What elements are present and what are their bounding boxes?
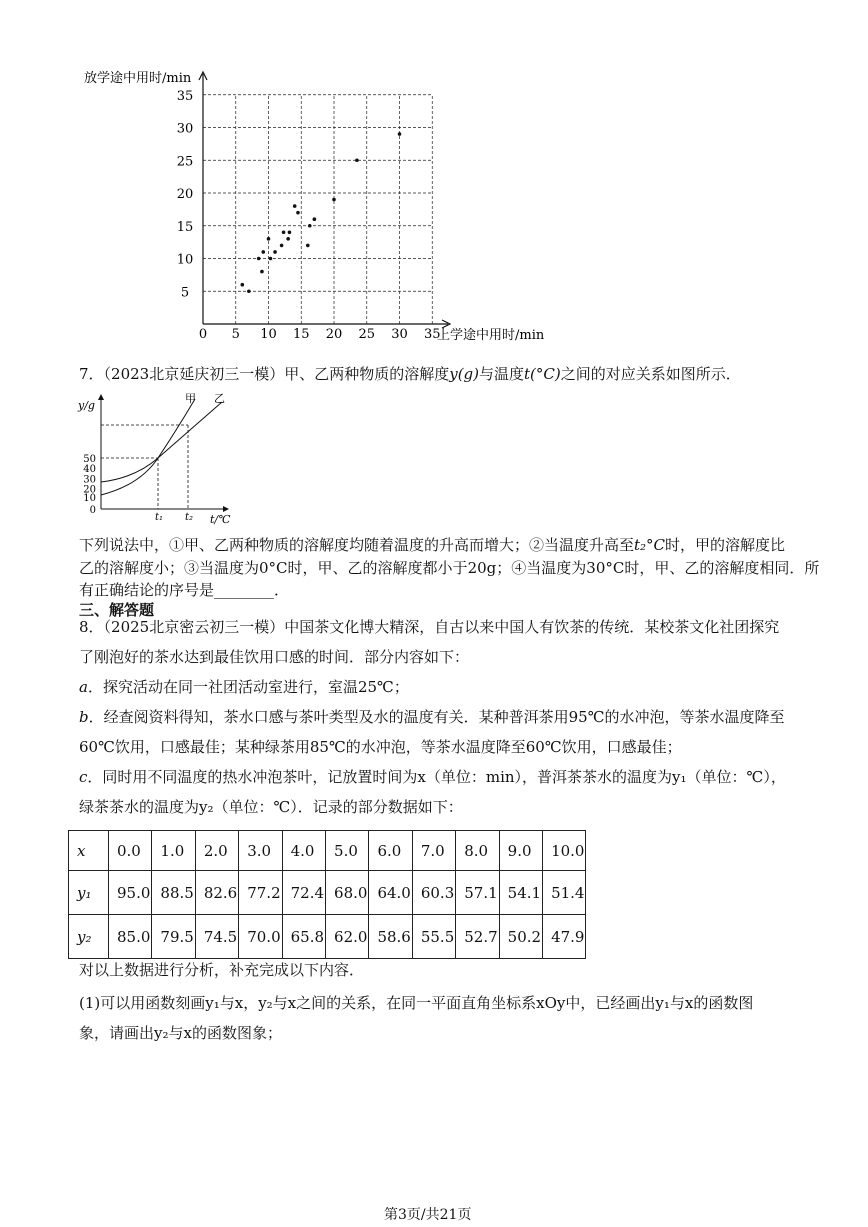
- table-cell: 4.0: [282, 831, 325, 871]
- section-heading: 三、解答题: [79, 601, 155, 619]
- q7-t-unit: t(°C): [524, 365, 561, 383]
- q8-item-b2: 60℃饮用，口感最佳；某种绿茶用85℃的水冲泡，等茶水温度降至60℃饮用，口感最佳；: [79, 738, 682, 756]
- y-tick-label: 35: [176, 88, 194, 104]
- sol-y-tick-labels: [83, 454, 96, 516]
- table-cell: 1.0: [152, 831, 195, 871]
- table-cell: 55.5: [412, 915, 455, 959]
- table-cell: 50.2: [499, 915, 542, 959]
- q7-desc1: 下列说法中，①甲、乙两种物质的溶解度均随着温度的升高而增大；②当温度升高至: [79, 536, 635, 554]
- q7-desc2d: 时，甲、乙的溶解度相同．所: [624, 559, 820, 577]
- scatter-point: [260, 270, 264, 274]
- sol-y-tick: 20: [83, 484, 96, 496]
- table-cell: 7.0: [412, 831, 455, 871]
- scatter-ylabel: 放学途中用时/min: [84, 71, 192, 86]
- q7-zero: 0°C: [259, 559, 288, 577]
- q7-desc2c: ；④当温度为: [496, 559, 587, 577]
- q8-part1-line2: 象，请画出y₂与x的函数图象；: [79, 1024, 282, 1042]
- scatter-point: [288, 231, 292, 235]
- y-tick-label: 5: [180, 285, 190, 301]
- table-cell: y₂: [69, 915, 109, 959]
- table-cell: 95.0: [109, 871, 152, 915]
- table-cell: 9.0: [499, 831, 542, 871]
- series-jia-label: 甲: [185, 392, 196, 405]
- page-footer: 第3页/共21页: [384, 1207, 472, 1223]
- q7-y-unit: y(g): [449, 365, 480, 383]
- table-cell: 62.0: [326, 915, 369, 959]
- q7-source: （2023北京延庆初三一模）甲、乙两种物质的溶解度: [103, 365, 450, 383]
- sol-y-tick: 0: [89, 505, 96, 516]
- table-cell: 54.1: [499, 871, 542, 915]
- table-cell: 51.4: [543, 871, 586, 915]
- q8-b-text1: ．经查阅资料得知，茶水口感与茶叶类型及水的温度有关．某种普洱茶用95℃的水冲泡，等茶水温度降至: [88, 708, 785, 726]
- table-row: [69, 831, 586, 871]
- scatter-point: [282, 231, 286, 235]
- q8-a-text: ．探究活动在同一社团活动室进行，室温25℃；: [87, 678, 409, 696]
- x-tick-label: 25: [358, 327, 376, 342]
- q7-desc2a: 乙的溶解度小；③当温度为: [79, 559, 260, 577]
- q7-number: 7．: [79, 365, 104, 383]
- table-cell: 60.3: [412, 871, 455, 915]
- scatter-point: [308, 224, 312, 228]
- scatter-point: [296, 211, 300, 215]
- q8-line1: 8．（2025北京密云初三一模）中国茶文化博大精深，自古以来中国人有饮茶的传统．某校茶文化社团探究: [79, 618, 780, 636]
- x-tick-label: 30: [391, 327, 408, 342]
- scatter-point: [313, 217, 317, 221]
- scatter-tick-labels: [177, 89, 441, 342]
- scatter-point: [306, 244, 310, 248]
- table-cell: 70.0: [239, 915, 282, 959]
- x-tick-label: 35: [423, 327, 441, 342]
- x-tick-label: 15: [292, 327, 310, 342]
- y-tick-label: 30: [176, 121, 194, 137]
- q7-desc1b: 时，甲的溶解度比: [665, 536, 786, 554]
- q7-30c: 30°C: [586, 559, 625, 577]
- q7-desc2b: 时，甲、乙的溶解度都小于: [287, 559, 468, 577]
- q8-a-label: a: [79, 678, 88, 696]
- scatter-point: [293, 204, 297, 208]
- q8-b-label: b: [79, 708, 89, 726]
- sol-y-tick: 10: [83, 492, 96, 504]
- y-tick-label: 25: [176, 154, 194, 170]
- q8-part1: [79, 988, 799, 1048]
- q8-line2: 了刚泡好的茶水达到最佳饮用口感的时间．部分内容如下：: [79, 648, 470, 666]
- scatter-axes: [199, 72, 450, 328]
- series-yi-line: [101, 402, 222, 482]
- table-cell: 88.5: [152, 871, 195, 915]
- scatter-point: [267, 237, 271, 241]
- q8-item-b1: [79, 702, 799, 732]
- table-cell: 58.6: [369, 915, 412, 959]
- data-table: [68, 830, 586, 959]
- sol-guides: [101, 425, 188, 509]
- q7-end: 之间的对应关系如图所示．: [560, 365, 741, 383]
- table-cell: y₁: [69, 871, 109, 915]
- table-cell: 5.0: [326, 831, 369, 871]
- table-cell: 3.0: [239, 831, 282, 871]
- q8-part1-line1: (1)可以用函数刻画y₁与x，y₂与x之间的关系，在同一平面直角坐标系xOy中，已经画出y₁与x的函数图: [79, 994, 754, 1012]
- series-jia-line: [101, 399, 195, 495]
- q7-t2: t₂°C: [634, 536, 666, 554]
- table-cell: 68.0: [326, 871, 369, 915]
- scatter-point: [280, 244, 284, 248]
- table-cell: 77.2: [239, 871, 282, 915]
- q8-c-label: c: [79, 768, 88, 786]
- table-cell: 10.0: [543, 831, 586, 871]
- x-tick-label: 0: [198, 327, 208, 342]
- y-tick-label: 10: [176, 252, 194, 268]
- scatter-point: [286, 237, 290, 241]
- q8-after-table: 对以上数据进行分析，补充完成以下内容．: [79, 961, 365, 979]
- q8-item-c1: [79, 762, 799, 792]
- q8-body: [79, 612, 799, 822]
- table-cell: 72.4: [282, 871, 325, 915]
- q8-item-c2: 绿茶茶水的温度为y₂（单位：℃）．记录的部分数据如下：: [79, 798, 463, 816]
- data-table-body: [69, 831, 586, 959]
- series-yi-label: 乙: [214, 392, 225, 405]
- table-cell: 57.1: [456, 871, 499, 915]
- scatter-points: [241, 132, 402, 293]
- y-tick-label: 15: [176, 219, 194, 235]
- q7-desc-line1: [79, 535, 785, 555]
- x-tick-label: 20: [325, 327, 343, 342]
- table-cell: 85.0: [109, 915, 152, 959]
- scatter-point: [398, 132, 402, 136]
- q7-mid: 与温度: [479, 365, 525, 383]
- table-cell: 82.6: [195, 871, 238, 915]
- table-cell: x: [69, 831, 109, 871]
- scatter-grid: [203, 95, 432, 324]
- scatter-point: [261, 250, 265, 254]
- x-tick-label: 10: [260, 327, 277, 342]
- scatter-point: [273, 250, 277, 254]
- table-cell: 79.5: [152, 915, 195, 959]
- sol-y-tick: 40: [83, 464, 96, 476]
- table-row: [69, 871, 586, 915]
- q7-desc-line2: [79, 558, 819, 578]
- scatter-chart: [0, 0, 868, 350]
- scatter-point: [269, 257, 273, 261]
- sol-xtick-t2: t₂: [185, 512, 194, 523]
- q7-20g: 20g: [467, 559, 497, 577]
- solubility-chart: [0, 390, 300, 530]
- table-cell: 65.8: [282, 915, 325, 959]
- table-cell: 64.0: [369, 871, 412, 915]
- table-cell: 0.0: [109, 831, 152, 871]
- table-cell: 74.5: [195, 915, 238, 959]
- scatter-point: [332, 198, 336, 202]
- scatter-point: [241, 283, 245, 287]
- scatter-point: [257, 257, 261, 261]
- sol-xtick-t1: t₁: [155, 512, 164, 523]
- table-row: [69, 915, 586, 959]
- table-cell: 2.0: [195, 831, 238, 871]
- sol-xlabel: t/℃: [210, 513, 231, 526]
- q7-desc-line3: 有正确结论的序号是________．: [79, 581, 290, 599]
- table-cell: 6.0: [369, 831, 412, 871]
- scatter-point: [247, 289, 251, 293]
- sol-y-tick: 30: [83, 474, 96, 486]
- y-tick-label: 20: [176, 187, 194, 202]
- x-tick-label: 5: [231, 327, 240, 342]
- sol-y-tick: 50: [83, 454, 96, 465]
- q7-stem: [79, 364, 741, 384]
- table-cell: 47.9: [543, 915, 586, 959]
- table-cell: 8.0: [456, 831, 499, 871]
- q8-c-text1: ．同时用不同温度的热水冲泡茶叶，记放置时间为x（单位：min），普洱茶茶水的温度为y₁（单位：℃），: [87, 768, 786, 786]
- table-cell: 52.7: [456, 915, 499, 959]
- q8-item-a: [79, 672, 799, 702]
- scatter-point: [355, 158, 359, 162]
- sol-ylabel: y/g: [78, 399, 95, 412]
- scatter-xlabel: 上学途中用时/min: [437, 328, 545, 343]
